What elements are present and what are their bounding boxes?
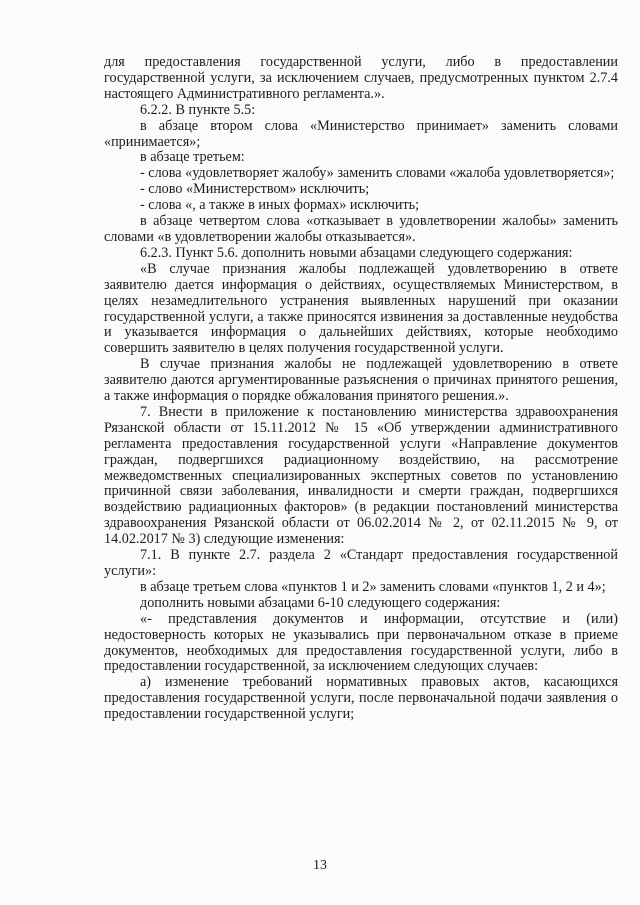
document-body xyxy=(104,55,618,723)
paragraph: а) изменение требований нормативных правовых актов, касающихся предоставления государственной услуги, после первоначальной подачи заявления о предоставлении государственной услуги; xyxy=(104,674,618,723)
paragraph: - слова «удовлетворяет жалобу» заменить словами «жалоба удовлетворяется»; xyxy=(140,165,615,182)
paragraph: В случае признания жалобы не подлежащей удовлетворению в ответе заявителю даются аргументированные разъяснения о причинах принятого решения, а также информация о порядке обжалования принятого решения.». xyxy=(104,356,618,405)
paragraph: в абзаце четвертом слова «отказывает в удовлетворении жалобы» заменить словами «в удовлетворении жалобы отказывается». xyxy=(104,213,618,245)
paragraph: дополнить новыми абзацами 6-10 следующего содержания: xyxy=(140,594,501,611)
paragraph: 7.1. В пункте 2.7. раздела 2 «Стандарт предоставления государственной услуги»: xyxy=(104,547,618,579)
paragraph: «В случае признания жалобы подлежащей удовлетворению в ответе заявителю дается информация о действиях, осуществляемых Министерством, в целях незамедлительного устранения выявленных нарушений при оказании государственной услуги, а также приносятся извинения за доставленные неудобства и указывается информация о дальнейших действиях, которые необходимо совершить заявителю в целях получения государственной услуги. xyxy=(104,260,618,357)
paragraph: «- представления документов и информации, отсутствие и (или) недостоверность которых не указывались при первоначальном отказе в приеме документов, необходимых для предоставления государственной услуги, либо в предоставлении государственной, за исключением следующих случаев: xyxy=(104,610,618,675)
paragraph: 7. Внести в приложение к постановлению министерства здравоохранения Рязанской области от 15.11.2012 № 15 «Об утверждении административного регламента предоставления государственной услуги «Направление документов граждан, подвергшихся радиационному воздействию, на рассмотрение межведомственных специализированных экспертных советов по установлению причинной связи заболевания, инвалидности и смерти граждан, подвергшихся воздействию радиационных факторов» (в редакции постановлений министерства здравоохранения Рязанской области от 06.02.2014 № 2, от 02.11.2015 № 9, от 14.02.2017 № 3) следующие изменения: xyxy=(104,403,618,548)
paragraph: в абзаце третьем слова «пунктов 1 и 2» заменить словами «пунктов 1, 2 и 4»; xyxy=(140,578,606,595)
paragraph: 6.2.2. В пункте 5.5: xyxy=(140,101,256,118)
paragraph: в абзаце втором слова «Министерство принимает» заменить словами «принимается»; xyxy=(104,117,618,150)
paragraph: 6.2.3. Пункт 5.6. дополнить новыми абзацами следующего содержания: xyxy=(140,244,573,261)
paragraph: - слова «, а также в иных формах» исключить; xyxy=(140,197,420,214)
paragraph: - слово «Министерством» исключить; xyxy=(140,181,370,198)
paragraph: в абзаце третьем: xyxy=(140,149,245,166)
page-number: 13 xyxy=(313,858,327,873)
paragraph: для предоставления государственной услуги, либо в предоставлении государственной услуги, за исключением случаев, предусмотренных пунктом 2.7.4 настоящего Административного регламента.». xyxy=(104,54,618,102)
